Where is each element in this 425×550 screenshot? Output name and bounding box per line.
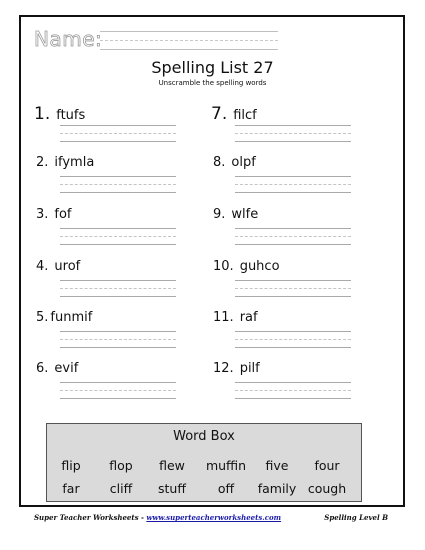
word-box-word: cliff	[109, 481, 133, 496]
spelling-item-4: 4. urof	[36, 259, 81, 274]
word-box-word: far	[62, 481, 80, 496]
spelling-item-5: 5. funmif	[36, 310, 93, 325]
answer-line-10[interactable]	[235, 280, 351, 302]
name-writing-line[interactable]	[100, 31, 278, 50]
instructions: Unscramble the spelling words	[158, 79, 267, 87]
answer-line-11[interactable]	[235, 331, 351, 353]
word-box-word: family	[257, 481, 297, 496]
spelling-item-6: 6. evif	[36, 361, 79, 376]
answer-line-4[interactable]	[60, 280, 176, 302]
spelling-item-3: 3. fof	[36, 207, 72, 222]
word-box	[46, 423, 362, 502]
word-box-title: Word Box	[173, 429, 235, 444]
answer-line-3[interactable]	[60, 228, 176, 250]
spelling-item-12: 12. pilf	[213, 361, 260, 376]
answer-line-2[interactable]	[60, 176, 176, 198]
word-box-word: off	[217, 481, 235, 496]
answer-line-5[interactable]	[60, 331, 176, 353]
answer-line-7[interactable]	[235, 125, 351, 147]
word-box-word: flip	[61, 458, 81, 473]
answer-line-6[interactable]	[60, 382, 176, 404]
name-label: Name:	[34, 27, 103, 51]
footer-level: Spelling Level B	[324, 513, 388, 522]
word-box-word: stuff	[158, 481, 186, 496]
spelling-item-7: 7. filcf	[211, 104, 257, 124]
spelling-item-10: 10. guhco	[213, 259, 280, 274]
spelling-item-2: 2. ifymla	[36, 155, 95, 170]
spelling-item-11: 11. raf	[213, 310, 258, 325]
spelling-item-8: 8. olpf	[213, 155, 256, 170]
answer-line-9[interactable]	[235, 228, 351, 250]
word-box-word: cough	[307, 481, 347, 496]
word-box-word: four	[314, 458, 340, 473]
spelling-item-9: 9. wlfe	[213, 207, 259, 222]
page-title: Spelling List 27	[151, 58, 274, 77]
footer-publisher: Super Teacher Worksheets - www.superteacherworksheets.com	[34, 513, 282, 522]
spelling-item-1: 1. ftufs	[34, 104, 86, 124]
word-box-word: five	[265, 458, 289, 473]
answer-line-8[interactable]	[235, 176, 351, 198]
word-box-word: flew	[159, 458, 185, 473]
word-box-word: muffin	[205, 458, 247, 473]
footer-website-link[interactable]: www.superteacherworksheets.com	[146, 513, 282, 522]
answer-line-12[interactable]	[235, 382, 351, 404]
answer-line-1[interactable]	[60, 125, 176, 147]
word-box-word: flop	[109, 458, 133, 473]
